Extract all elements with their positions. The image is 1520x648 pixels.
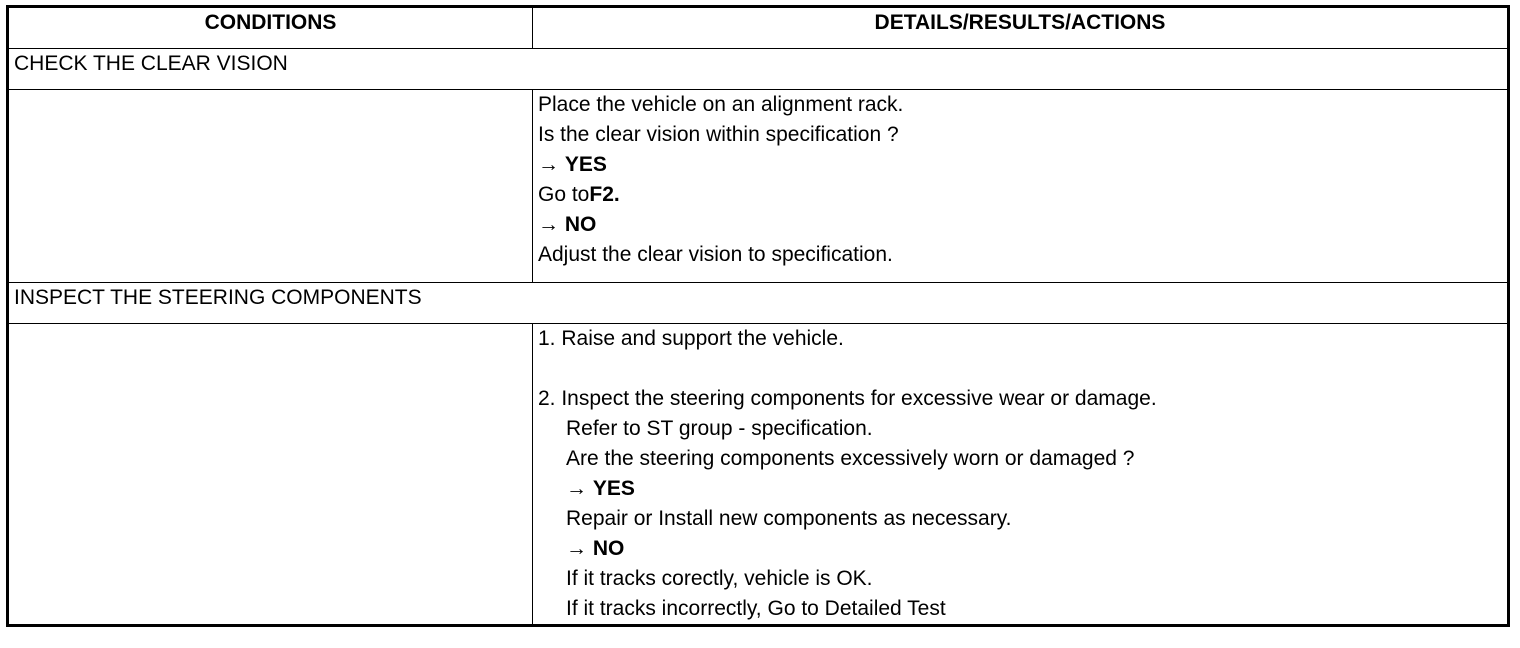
goto-prefix: Go to bbox=[538, 183, 590, 206]
question-line: Is the clear vision within specification ? bbox=[538, 123, 899, 146]
step-row bbox=[8, 90, 1509, 283]
details-cell bbox=[533, 90, 1509, 283]
diagnostic-table bbox=[6, 5, 1510, 627]
section-title-steering: INSPECT THE STEERING COMPONENTS bbox=[8, 283, 1509, 324]
header-row bbox=[8, 7, 1509, 49]
arrow-icon: → bbox=[538, 153, 559, 176]
goto-link[interactable]: F2. bbox=[589, 183, 620, 206]
question-line: Are the steering components excessively worn or damaged ? bbox=[566, 447, 1135, 470]
conditions-cell bbox=[8, 324, 533, 626]
instruction-line: Place the vehicle on an alignment rack. bbox=[538, 93, 904, 116]
no-label: NO bbox=[592, 537, 625, 560]
section-title-clear-vision: CHECK THE CLEAR VISION bbox=[8, 49, 1509, 90]
yes-label: YES bbox=[564, 153, 607, 176]
action-line: Adjust the clear vision to specification. bbox=[538, 243, 893, 266]
action-line: Repair or Install new components as necessary. bbox=[566, 507, 1012, 530]
step-2-line: 2. Inspect the steering components for excessive wear or damage. bbox=[538, 387, 1157, 410]
spacer bbox=[538, 354, 1502, 384]
conditions-cell bbox=[8, 90, 533, 283]
reference-line: Refer to ST group - specification. bbox=[566, 417, 873, 440]
conditions-header: CONDITIONS bbox=[8, 7, 533, 49]
section-row bbox=[8, 283, 1509, 324]
goto-line bbox=[538, 180, 1502, 210]
result-ok-line: If it tracks corectly, vehicle is OK. bbox=[566, 567, 873, 590]
step-row bbox=[8, 324, 1509, 626]
no-label: NO bbox=[564, 213, 597, 236]
no-line bbox=[538, 210, 1502, 240]
details-cell bbox=[533, 324, 1509, 626]
step-1-line: 1. Raise and support the vehicle. bbox=[538, 327, 844, 350]
arrow-icon: → bbox=[566, 477, 587, 500]
arrow-icon: → bbox=[566, 537, 587, 560]
yes-label: YES bbox=[592, 477, 635, 500]
result-detailed-test-line: If it tracks incorrectly, Go to Detailed Test bbox=[566, 597, 946, 620]
yes-line bbox=[538, 474, 1502, 504]
arrow-icon: → bbox=[538, 213, 559, 236]
details-header: DETAILS/RESULTS/ACTIONS bbox=[533, 7, 1509, 49]
yes-line bbox=[538, 150, 1502, 180]
no-line bbox=[538, 534, 1502, 564]
section-row bbox=[8, 49, 1509, 90]
